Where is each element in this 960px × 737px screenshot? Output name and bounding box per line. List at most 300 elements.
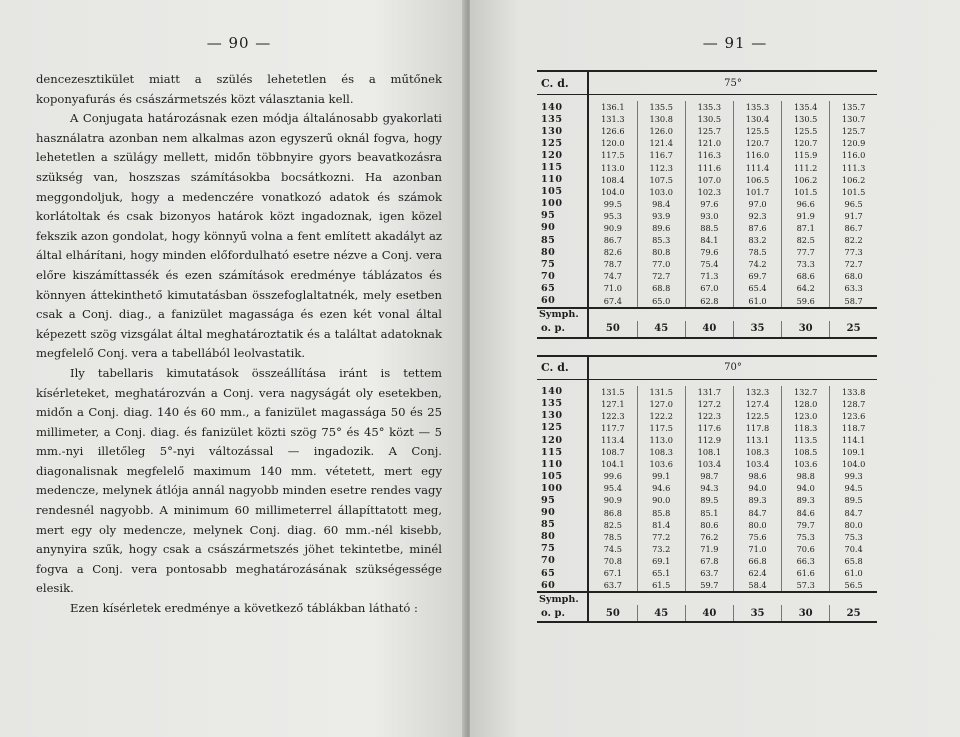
table-cell: 113.0 xyxy=(588,161,637,173)
left-page-text xyxy=(36,70,442,619)
cd-value: 80 xyxy=(537,246,588,258)
table-row xyxy=(537,410,877,422)
table-cell: 78.7 xyxy=(588,258,637,270)
cd-value: 95 xyxy=(537,494,588,506)
table-cell: 116.0 xyxy=(841,150,866,161)
table-cell: 121.0 xyxy=(685,137,733,149)
table-cell: 103.0 xyxy=(637,186,685,198)
table-cell: 72.7 xyxy=(637,270,685,282)
cd-value: 100 xyxy=(537,482,588,494)
cd-value: 115 xyxy=(537,161,588,173)
cd-value: 125 xyxy=(537,137,588,149)
table-cell: 95.4 xyxy=(588,482,637,494)
cd-value: 110 xyxy=(537,458,588,470)
table-cell: 125.5 xyxy=(782,125,830,137)
table-cell: 89.5 xyxy=(685,494,733,506)
table-cell: 116.3 xyxy=(685,149,733,161)
cd-header: C. d. xyxy=(537,71,588,95)
table-cell: 108.4 xyxy=(588,174,637,186)
table-cell: 125.7 xyxy=(841,126,866,137)
cd-value: 80 xyxy=(537,531,588,543)
table-cell: 85.3 xyxy=(637,234,685,246)
symph-value: 45 xyxy=(637,605,685,622)
table-cell: 77.0 xyxy=(637,258,685,270)
table-cell: 75.3 xyxy=(844,531,863,542)
table-cell: 117.8 xyxy=(733,422,781,434)
table-cell: 114.1 xyxy=(841,435,866,446)
angle-header: 75° xyxy=(588,71,877,95)
symph-label-row xyxy=(537,308,877,321)
table-cell: 90.9 xyxy=(588,494,637,506)
symph-value: 25 xyxy=(830,605,877,622)
table-cell: 94.5 xyxy=(844,483,863,494)
table-cell: 121.4 xyxy=(637,137,685,149)
table-cell: 61.0 xyxy=(844,568,863,579)
table-cell: 86.7 xyxy=(588,234,637,246)
table-row xyxy=(537,494,877,506)
table-row xyxy=(537,531,877,543)
table-cell: 68.8 xyxy=(637,282,685,294)
table-row xyxy=(537,579,877,592)
table-cell: 135.4 xyxy=(782,101,830,113)
table-cell: 69.1 xyxy=(637,555,685,567)
table-cell: 122.3 xyxy=(685,410,733,422)
cd-value: 120 xyxy=(537,434,588,446)
right-page xyxy=(470,0,960,737)
conjugata-table-75 xyxy=(537,70,877,339)
table-cell: 76.2 xyxy=(685,531,733,543)
table-cell: 82.5 xyxy=(588,519,637,531)
table-cell: 135.3 xyxy=(685,101,733,113)
table-row xyxy=(537,398,877,410)
table-cell: 71.3 xyxy=(685,270,733,282)
table-row xyxy=(537,113,877,125)
symph-value: 35 xyxy=(733,321,781,338)
table-cell: 84.7 xyxy=(733,507,781,519)
table-cell: 120.7 xyxy=(733,137,781,149)
table-cell: 94.0 xyxy=(733,482,781,494)
table-cell: 63.7 xyxy=(685,567,733,579)
table-cell: 104.0 xyxy=(841,459,866,470)
table-cell: 67.8 xyxy=(685,555,733,567)
table-cell: 104.1 xyxy=(588,458,637,470)
conjugata-table-70 xyxy=(537,355,877,624)
table-cell: 112.3 xyxy=(637,161,685,173)
table-cell: 127.1 xyxy=(588,398,637,410)
cd-value: 85 xyxy=(537,234,588,246)
table-row xyxy=(537,270,877,282)
table-row xyxy=(537,174,877,186)
table-cell: 65.0 xyxy=(637,295,685,308)
table-cell: 62.8 xyxy=(685,295,733,308)
cd-value: 130 xyxy=(537,410,588,422)
table-cell: 97.0 xyxy=(733,198,781,210)
table-cell: 67.0 xyxy=(685,282,733,294)
table-row xyxy=(537,161,877,173)
table-cell: 80.0 xyxy=(733,519,781,531)
table-cell: 111.3 xyxy=(841,162,866,173)
table-cell: 66.3 xyxy=(782,555,830,567)
table-cell: 94.6 xyxy=(637,482,685,494)
table-cell: 111.4 xyxy=(733,161,781,173)
table-cell: 98.7 xyxy=(685,470,733,482)
table-cell: 130.5 xyxy=(782,113,830,125)
table-cell: 72.7 xyxy=(844,259,863,270)
table-cell: 93.9 xyxy=(637,210,685,222)
table-cell: 64.2 xyxy=(782,282,830,294)
table-row xyxy=(537,282,877,294)
table-cell: 106.5 xyxy=(733,174,781,186)
table-cell: 130.5 xyxy=(685,113,733,125)
symph-value: 25 xyxy=(830,321,877,338)
cd-value: 70 xyxy=(537,555,588,567)
table-header-row xyxy=(537,71,877,95)
paragraph: Ezen kísérletek eredménye a következő táblákban látható : xyxy=(70,601,418,616)
page-number-right: — 91 — xyxy=(702,34,768,52)
table-row xyxy=(537,295,877,308)
table-cell: 68.0 xyxy=(844,271,863,282)
table-cell: 128.7 xyxy=(841,398,866,409)
table-cell: 77.3 xyxy=(844,247,863,258)
table-row xyxy=(537,125,877,137)
table-row xyxy=(537,470,877,482)
cd-header: C. d. xyxy=(537,356,588,380)
table-row xyxy=(537,458,877,470)
table-cell: 87.1 xyxy=(782,222,830,234)
table-cell: 108.5 xyxy=(782,446,830,458)
paragraph: A Conjugata határozásnak ezen módja általánosabb gyakorlati használatra azonban nem alkalmas azon egyszerű oknál fogva, hogy lehetetlen a szülágy mellett, midőn többnyire gyors beavatkozásra szükség van, hoszszas számításokba bocsátkozni. Ha azonban meggondoljuk, hogy a medenczére vonatkozó adatok és számok korlátoltak és csak bizonyos határok közt ingadoznak, igen közel fekszik azon gondolat, hogy könnyű volna a fent említett akadályt az által elhárítani, hogy minden előfordulható esetre nézve a Conj. vera előre kiszámíttassék és ezen számítások eredménye táblázatos és könnyen áttekinthető kimutatásban összefoglaltatnék, mely esetben csak a Conj. diag., a fanizület magassága és ezen két vonal által képezett szög vizsgálat által meghatároztatik és a találtat adatoknak megfelelő Conj. vera a tabellából leolvastatik. xyxy=(36,111,442,361)
table-cell: 118.7 xyxy=(841,422,866,433)
table-cell: 131.3 xyxy=(588,113,637,125)
table-cell: 89.3 xyxy=(782,494,830,506)
table-cell: 91.7 xyxy=(844,210,863,221)
table-cell: 80.8 xyxy=(637,246,685,258)
table-cell: 84.1 xyxy=(685,234,733,246)
table-cell: 93.0 xyxy=(685,210,733,222)
angle-header: 70° xyxy=(588,356,877,380)
cd-value: 75 xyxy=(537,258,588,270)
table-cell: 81.4 xyxy=(637,519,685,531)
table-cell: 112.9 xyxy=(685,434,733,446)
table-cell: 133.8 xyxy=(841,386,866,397)
table-cell: 130.4 xyxy=(733,113,781,125)
table-cell: 78.5 xyxy=(733,246,781,258)
symph-value: 30 xyxy=(782,321,830,338)
table-cell: 107.0 xyxy=(685,174,733,186)
table-cell: 61.6 xyxy=(782,567,830,579)
cd-value: 95 xyxy=(537,210,588,222)
table-cell: 95.3 xyxy=(588,210,637,222)
table-cell: 113.1 xyxy=(733,434,781,446)
table-row xyxy=(537,258,877,270)
table-cell: 80.6 xyxy=(685,519,733,531)
cd-value: 115 xyxy=(537,446,588,458)
table-cell: 136.1 xyxy=(588,101,637,113)
table-cell: 77.2 xyxy=(637,531,685,543)
table-row xyxy=(537,507,877,519)
table-cell: 82.5 xyxy=(782,234,830,246)
table-cell: 122.2 xyxy=(637,410,685,422)
table-cell: 71.0 xyxy=(588,282,637,294)
table-row xyxy=(537,422,877,434)
table-cell: 99.5 xyxy=(588,198,637,210)
table-cell: 71.0 xyxy=(733,543,781,555)
cd-value: 140 xyxy=(537,386,588,398)
table-cell: 122.5 xyxy=(733,410,781,422)
cd-value: 70 xyxy=(537,270,588,282)
table-cell: 85.1 xyxy=(685,507,733,519)
table-cell: 82.6 xyxy=(588,246,637,258)
table-cell: 101.5 xyxy=(841,186,866,197)
table-cell: 79.7 xyxy=(782,519,830,531)
table-cell: 82.2 xyxy=(844,235,863,246)
table-cell: 61.5 xyxy=(637,579,685,592)
table-row xyxy=(537,186,877,198)
table-cell: 122.3 xyxy=(588,410,637,422)
paragraph: Ily tabellaris kimutatások összeállítása iránt is tettem kísérleteket, meghatározván a Conj. vera nagyságát oly esetekben, midőn a Conj. diag. 140 és 60 mm., a fanizület magassága 50 és 25 millimeter, a Conj. diag. és fanizület közti szög 75° és 45° közt — 5 mm.-nyi illetőleg 5°-nyi változással — ingadozik. A Conj. diagonalisnak megfelelő maximum 140 mm. vétetett, mert egy medencze, melynek átlója annál nagyobb minden esetre rendes vagy rendesnél nagyobb. A minimum 60 millimeterrel állapíttatott meg, mert egy oly medencze, melynek Conj. diag. 60 mm.-nél kisebb, anynyira szűk, hogy csak a császármetszés jöhet tekintetbe, minél fogva a Conj. vera pontosabb meghatározásának szükségessége elesik. xyxy=(36,365,442,596)
table-cell: 127.2 xyxy=(685,398,733,410)
table-cell: 84.6 xyxy=(782,507,830,519)
cd-value: 105 xyxy=(537,470,588,482)
table-cell: 74.2 xyxy=(733,258,781,270)
table-row xyxy=(537,137,877,149)
table-row xyxy=(537,482,877,494)
table-row xyxy=(537,519,877,531)
table-cell: 70.4 xyxy=(844,543,863,554)
table-cell: 113.5 xyxy=(782,434,830,446)
table-cell: 65.8 xyxy=(844,555,863,566)
table-cell: 89.3 xyxy=(733,494,781,506)
table-cell: 61.0 xyxy=(733,295,781,308)
symph-label-op: o. p. xyxy=(537,321,588,338)
cd-value: 60 xyxy=(537,579,588,592)
table-row xyxy=(537,434,877,446)
table-cell: 62.4 xyxy=(733,567,781,579)
table-cell: 130.7 xyxy=(841,114,866,125)
table-cell: 94.3 xyxy=(685,482,733,494)
symph-label: Symph. xyxy=(537,592,588,605)
cd-value: 120 xyxy=(537,149,588,161)
table-cell: 94.0 xyxy=(782,482,830,494)
table-cell: 66.8 xyxy=(733,555,781,567)
symph-values-row xyxy=(537,321,877,338)
table-cell: 71.9 xyxy=(685,543,733,555)
table-cell: 75.3 xyxy=(782,531,830,543)
table-cell: 75.4 xyxy=(685,258,733,270)
table-cell: 126.0 xyxy=(637,125,685,137)
table-cell: 132.7 xyxy=(782,386,830,398)
table-cell: 117.7 xyxy=(588,422,637,434)
table-cell: 91.9 xyxy=(782,210,830,222)
table-cell: 89.5 xyxy=(844,495,863,506)
left-page xyxy=(0,0,466,737)
table-cell: 123.6 xyxy=(841,410,866,421)
cd-value: 90 xyxy=(537,507,588,519)
table-cell: 135.7 xyxy=(841,102,866,113)
table-cell: 113.4 xyxy=(588,434,637,446)
symph-value: 30 xyxy=(782,605,830,622)
cd-value: 75 xyxy=(537,543,588,555)
table-cell: 108.7 xyxy=(588,446,637,458)
cd-value: 60 xyxy=(537,295,588,308)
table-cell: 92.3 xyxy=(733,210,781,222)
table-cell: 101.5 xyxy=(782,186,830,198)
table-row xyxy=(537,198,877,210)
table-cell: 59.7 xyxy=(685,579,733,592)
table-cell: 65.1 xyxy=(637,567,685,579)
table-cell: 86.7 xyxy=(844,222,863,233)
cd-value: 90 xyxy=(537,222,588,234)
table-row xyxy=(537,446,877,458)
table-cell: 115.9 xyxy=(782,149,830,161)
table-cell: 73.3 xyxy=(782,258,830,270)
table-cell: 108.3 xyxy=(733,446,781,458)
table-cell: 77.7 xyxy=(782,246,830,258)
symph-value: 35 xyxy=(733,605,781,622)
table-cell: 97.6 xyxy=(685,198,733,210)
table-cell: 74.7 xyxy=(588,270,637,282)
table-cell: 63.3 xyxy=(844,283,863,294)
table-row xyxy=(537,246,877,258)
table-cell: 73.2 xyxy=(637,543,685,555)
table-row xyxy=(537,234,877,246)
table-cell: 113.0 xyxy=(637,434,685,446)
table-cell: 68.6 xyxy=(782,270,830,282)
table-cell: 106.2 xyxy=(782,174,830,186)
cd-value: 130 xyxy=(537,125,588,137)
table-cell: 131.7 xyxy=(685,386,733,398)
symph-value: 40 xyxy=(685,321,733,338)
table-cell: 111.2 xyxy=(782,161,830,173)
table-row xyxy=(537,222,877,234)
cd-value: 85 xyxy=(537,519,588,531)
table-header-row xyxy=(537,356,877,380)
table-cell: 89.6 xyxy=(637,222,685,234)
table-cell: 56.5 xyxy=(844,580,863,591)
table-cell: 65.4 xyxy=(733,282,781,294)
table-cell: 102.3 xyxy=(685,186,733,198)
table-cell: 90.9 xyxy=(588,222,637,234)
cd-value: 110 xyxy=(537,174,588,186)
cd-value: 135 xyxy=(537,113,588,125)
cd-value: 65 xyxy=(537,282,588,294)
table-cell: 67.4 xyxy=(588,295,637,308)
table-cell: 116.7 xyxy=(637,149,685,161)
table-cell: 98.8 xyxy=(782,470,830,482)
table-cell: 103.4 xyxy=(733,458,781,470)
table-cell: 131.5 xyxy=(588,386,637,398)
table-cell: 85.8 xyxy=(637,507,685,519)
table-cell: 78.5 xyxy=(588,531,637,543)
table-cell: 125.7 xyxy=(685,125,733,137)
table-row xyxy=(537,101,877,113)
table-cell: 132.3 xyxy=(733,386,781,398)
table-cell: 127.0 xyxy=(637,398,685,410)
table-cell: 103.6 xyxy=(782,458,830,470)
table-cell: 58.7 xyxy=(844,295,863,306)
table-cell: 103.4 xyxy=(685,458,733,470)
table-cell: 63.7 xyxy=(588,579,637,592)
table-cell: 70.8 xyxy=(588,555,637,567)
table-row xyxy=(537,555,877,567)
table-cell: 59.6 xyxy=(782,295,830,308)
table-cell: 80.0 xyxy=(844,519,863,530)
table-cell: 123.0 xyxy=(782,410,830,422)
symph-values-row xyxy=(537,605,877,622)
table-cell: 74.5 xyxy=(588,543,637,555)
table-cell: 130.8 xyxy=(637,113,685,125)
symph-value: 50 xyxy=(588,605,637,622)
table-cell: 101.7 xyxy=(733,186,781,198)
table-row xyxy=(537,149,877,161)
table-cell: 127.4 xyxy=(733,398,781,410)
table-cell: 135.3 xyxy=(733,101,781,113)
table-cell: 104.0 xyxy=(588,186,637,198)
table-cell: 111.6 xyxy=(685,161,733,173)
table-cell: 99.3 xyxy=(844,471,863,482)
table-cell: 117.5 xyxy=(637,422,685,434)
table-cell: 86.8 xyxy=(588,507,637,519)
table-cell: 120.0 xyxy=(588,137,637,149)
table-cell: 84.7 xyxy=(844,507,863,518)
table-cell: 126.6 xyxy=(588,125,637,137)
table-cell: 98.6 xyxy=(733,470,781,482)
cd-value: 105 xyxy=(537,186,588,198)
cd-value: 135 xyxy=(537,398,588,410)
table-cell: 103.6 xyxy=(637,458,685,470)
table-cell: 118.3 xyxy=(782,422,830,434)
table-cell: 117.6 xyxy=(685,422,733,434)
table-cell: 98.4 xyxy=(637,198,685,210)
table-cell: 88.5 xyxy=(685,222,733,234)
table-cell: 135.5 xyxy=(637,101,685,113)
table-row xyxy=(537,386,877,398)
cd-value: 125 xyxy=(537,422,588,434)
table-cell: 79.6 xyxy=(685,246,733,258)
table-cell: 87.6 xyxy=(733,222,781,234)
table-cell: 99.1 xyxy=(637,470,685,482)
cd-value: 140 xyxy=(537,101,588,113)
table-cell: 125.5 xyxy=(733,125,781,137)
table-cell: 96.6 xyxy=(782,198,830,210)
table-cell: 120.9 xyxy=(841,138,866,149)
table-cell: 58.4 xyxy=(733,579,781,592)
table-cell: 131.5 xyxy=(637,386,685,398)
symph-label-op: o. p. xyxy=(537,605,588,622)
table-row xyxy=(537,543,877,555)
table-cell: 108.3 xyxy=(637,446,685,458)
table-cell: 57.3 xyxy=(782,579,830,592)
table-cell: 67.1 xyxy=(588,567,637,579)
table-row xyxy=(537,567,877,579)
paragraph: dencezesztikület miatt a szülés lehetetlen és a műtőnek koponyafurás és császármetszés közt választania kell. xyxy=(36,72,442,106)
table-cell: 117.5 xyxy=(588,149,637,161)
symph-label: Symph. xyxy=(537,308,588,321)
table-cell: 128.0 xyxy=(782,398,830,410)
symph-value: 40 xyxy=(685,605,733,622)
table-cell: 108.1 xyxy=(685,446,733,458)
cd-value: 65 xyxy=(537,567,588,579)
table-cell: 120.7 xyxy=(782,137,830,149)
symph-value: 50 xyxy=(588,321,637,338)
table-row xyxy=(537,210,877,222)
table-cell: 109.1 xyxy=(841,447,866,458)
table-cell: 70.6 xyxy=(782,543,830,555)
table-cell: 83.2 xyxy=(733,234,781,246)
cd-value: 100 xyxy=(537,198,588,210)
table-cell: 107.5 xyxy=(637,174,685,186)
symph-value: 45 xyxy=(637,321,685,338)
